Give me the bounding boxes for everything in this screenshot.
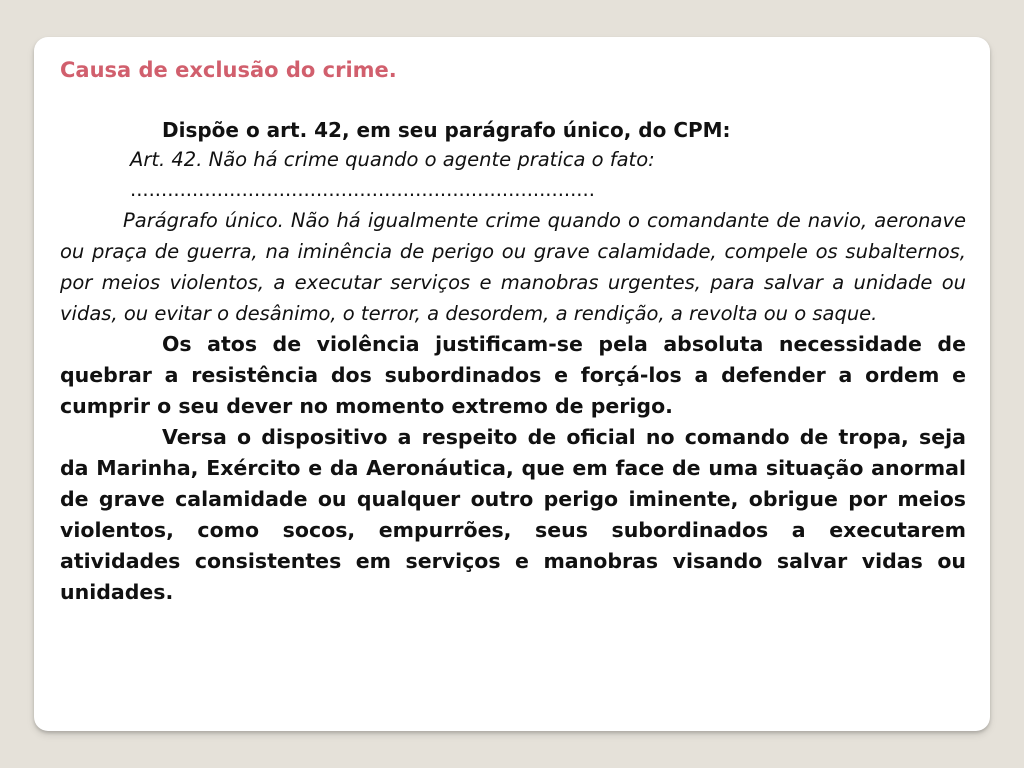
slide-title: Causa de exclusão do crime. xyxy=(60,58,397,82)
slide-card xyxy=(34,37,990,731)
article-line: Art. 42. Não há crime quando o agente pratica o fato: xyxy=(130,148,655,171)
intro-line: Dispõe o art. 42, em seu parágrafo único, do CPM: xyxy=(162,118,731,142)
slide-content xyxy=(60,55,966,608)
paragraph-officer-command: Versa o dispositivo a respeito de oficial no comando de tropa, seja da Marinha, Exército e da Aeronáutica, que em face de uma situação anormal de grave calamidade ou qualquer outro perigo iminente, obrigue por meios violentos, como socos, empurrões, seus subordinados a executarem atividades consistentes em serviços e manobras visando salvar vidas ou unidades. xyxy=(60,425,966,604)
ellipsis-line: ........................................................................... xyxy=(130,178,595,201)
paragraph-unico: Parágrafo único. Não há igualmente crime quando o comandante de navio, aeronave ou praça de guerra, na iminência de perigo ou grave calamidade, compele os subalternos, por meios violentos, a executar serviços e manobras urgentes, para salvar a unidade ou vidas, ou evitar o desânimo, o terror, a desordem, a rendição, a revolta ou o saque. xyxy=(60,209,966,325)
paragraph-violence-justification: Os atos de violência justificam-se pela absoluta necessidade de quebrar a resistência dos subordinados e forçá-los a defender a ordem e cumprir o seu dever no momento extremo de perigo. xyxy=(60,332,966,418)
